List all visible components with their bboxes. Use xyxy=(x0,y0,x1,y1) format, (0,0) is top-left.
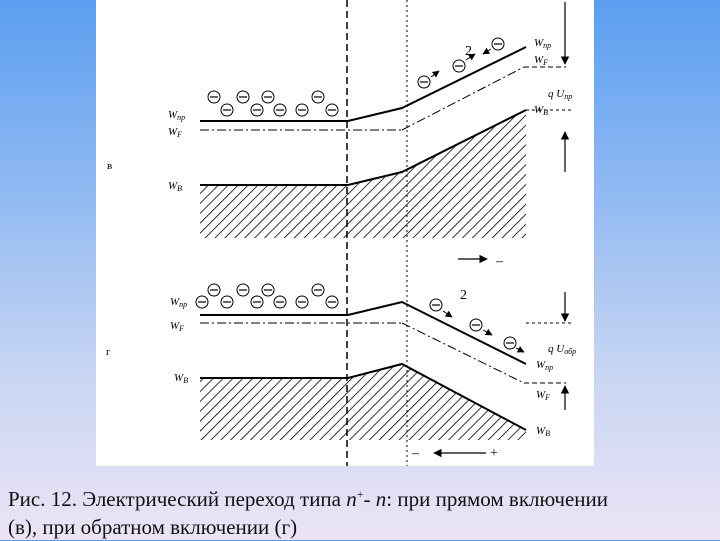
svg-text:WВ: WВ xyxy=(536,425,551,438)
wf-right-label: W xyxy=(534,54,544,66)
electron-number-label: 2 xyxy=(465,44,472,59)
wc-right-label: W xyxy=(536,359,546,371)
electron-icon xyxy=(196,296,208,308)
wc-left-label: W xyxy=(170,296,180,308)
electron-motion-arrow xyxy=(516,348,524,352)
qu-forward-label: q U xyxy=(548,88,565,100)
electron-icon xyxy=(312,91,324,103)
caption-suffix: : при прямом включении xyxy=(386,487,609,511)
wf-left-label: W xyxy=(170,320,180,332)
svg-text:WF: WF xyxy=(170,320,185,333)
field-sign-label: – xyxy=(496,254,503,269)
electron-icon xyxy=(237,91,249,103)
electron-icon xyxy=(296,104,308,116)
electron-icon xyxy=(262,91,274,103)
caption-prefix: Рис. 12. Электрический переход типа xyxy=(8,487,347,511)
band-diagram-figure xyxy=(96,0,594,466)
electron-icon xyxy=(296,296,308,308)
electron-icon xyxy=(326,296,338,308)
electron-icon xyxy=(221,104,233,116)
electron-icon xyxy=(326,104,338,116)
electron-icon xyxy=(430,299,442,311)
caption-sup: + xyxy=(356,487,364,501)
electron-icon xyxy=(418,76,430,88)
electron-icon xyxy=(504,337,516,349)
caption-dash: - xyxy=(363,487,376,511)
wc-left-label: W xyxy=(168,109,178,121)
svg-text:WВ: WВ xyxy=(534,104,549,117)
electron-icon xyxy=(492,38,504,50)
svg-text:Wпр: Wпр xyxy=(170,296,188,309)
svg-text:WF: WF xyxy=(536,389,551,402)
diagram-forward-bias xyxy=(107,2,574,269)
caption-n: n xyxy=(375,487,387,511)
electron-icon xyxy=(274,104,286,116)
electron-icon xyxy=(251,104,263,116)
minus-sign-label: – xyxy=(412,446,419,461)
electron-motion-arrow xyxy=(431,71,439,77)
wv-left-label: W xyxy=(168,180,178,192)
svg-text:WF: WF xyxy=(168,126,183,139)
svg-text:WВ: WВ xyxy=(174,372,189,385)
valence-hatch-g xyxy=(200,364,526,440)
svg-text:q Uпр: q Uпр xyxy=(548,88,573,101)
electron-icon xyxy=(274,296,286,308)
caption-line2: (в), при обратном включении (г) xyxy=(8,515,298,539)
diagram-reverse-bias xyxy=(106,284,576,461)
conduction-band-g xyxy=(200,302,526,364)
conduction-band-v xyxy=(200,47,526,121)
svg-text:Wпр: Wпр xyxy=(168,109,186,122)
section-label-g: г xyxy=(106,346,111,358)
svg-text:q Uобр: q Uобр xyxy=(548,343,577,356)
electron-icon xyxy=(208,284,220,296)
electron-icon xyxy=(237,284,249,296)
electron-icon xyxy=(312,284,324,296)
section-label-v: в xyxy=(107,160,113,172)
electron-icon xyxy=(470,319,482,331)
caption-n-plus: n xyxy=(346,487,357,511)
electron-icon xyxy=(251,296,263,308)
figure-caption xyxy=(8,480,716,541)
electron-icon xyxy=(208,91,220,103)
electron-motion-arrow xyxy=(483,49,491,54)
wf-left-label: W xyxy=(168,126,178,138)
electron-motion-arrow xyxy=(483,330,492,335)
wc-right-label: W xyxy=(534,37,544,49)
electron-motion-arrow xyxy=(443,311,452,317)
wv-left-label: W xyxy=(174,372,184,384)
svg-text:Wпр: Wпр xyxy=(534,37,552,50)
svg-text:WВ: WВ xyxy=(168,180,183,193)
svg-text:WF: WF xyxy=(534,54,549,67)
svg-text:Wпр: Wпр xyxy=(536,359,554,372)
qu-reverse-label: q U xyxy=(548,343,565,355)
band-diagram-svg xyxy=(96,0,594,466)
wf-right-label: W xyxy=(536,389,546,401)
wv-right-label: W xyxy=(534,104,544,116)
electron-icon xyxy=(262,284,274,296)
wv-right-label: W xyxy=(536,425,546,437)
electron-number-label: 2 xyxy=(460,288,467,303)
electron-icon xyxy=(221,296,233,308)
plus-sign-label: + xyxy=(490,446,498,461)
valence-hatch-v xyxy=(200,110,526,238)
electron-icon xyxy=(453,60,465,72)
